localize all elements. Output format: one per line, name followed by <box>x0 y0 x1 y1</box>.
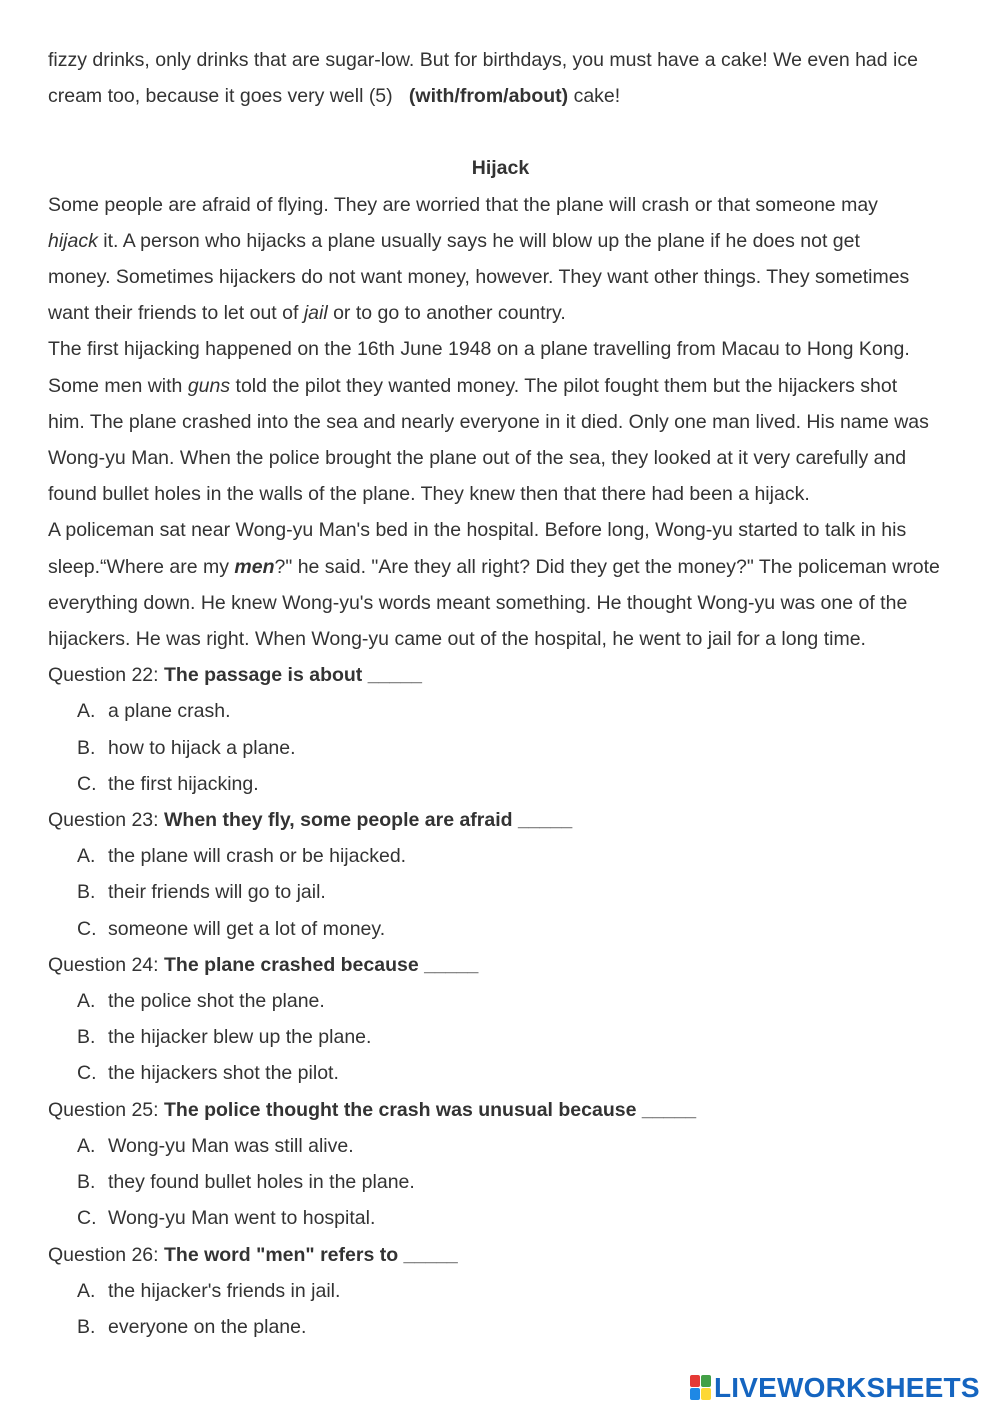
option-text: the hijacker's friends in jail. <box>108 1279 341 1302</box>
answer-option[interactable] <box>48 1164 953 1200</box>
answer-option[interactable] <box>48 766 953 802</box>
answer-option[interactable] <box>48 983 953 1019</box>
option-letter: B. <box>77 736 96 759</box>
option-letter: A. <box>77 1134 96 1157</box>
option-text: Wong-yu Man went to hospital. <box>108 1207 376 1230</box>
answer-option[interactable] <box>48 1200 953 1236</box>
answer-option[interactable] <box>48 730 953 766</box>
italic-word: jail <box>303 302 328 325</box>
intro-line-2-text: cream too, because it goes very well (5) <box>48 85 393 108</box>
logo-text: LIVEWORKSHEETS <box>714 1372 980 1403</box>
passage-title: Hijack <box>471 157 530 180</box>
question-number: Question 25: <box>48 1098 164 1121</box>
question-number: Question 22: <box>48 664 164 687</box>
question-heading <box>48 1237 953 1273</box>
question-prompt: The plane crashed because _____ <box>164 953 479 976</box>
question-number: Question 23: <box>48 809 164 832</box>
question-heading <box>48 802 953 838</box>
option-letter: B. <box>77 1026 96 1049</box>
option-letter: A. <box>77 1279 96 1302</box>
passage-line: Wong-yu Man. When the police brought the plane out of the sea, they looked at it very carefully and <box>48 447 907 470</box>
passage-text: or to go to another country. <box>327 302 566 325</box>
passage-text: sleep.“Where are my <box>48 555 235 578</box>
passage-text: told the pilot they wanted money. The pilot fought them but the hijackers shot <box>230 374 898 397</box>
question-prompt: The police thought the crash was unusual because _____ <box>164 1098 697 1121</box>
passage-line: The first hijacking happened on the 16th June 1948 on a plane travelling from Macau to Hong Kong. <box>48 338 910 361</box>
question-heading <box>48 657 953 693</box>
passage-text: Some men with <box>48 374 188 397</box>
question-heading <box>48 1092 953 1128</box>
option-letter: B. <box>77 881 96 904</box>
bold-italic-word: men <box>234 555 275 578</box>
option-text: everyone on the plane. <box>108 1315 307 1338</box>
answer-option[interactable] <box>48 1128 953 1164</box>
answer-choices-5: (with/from/about) <box>408 85 569 108</box>
passage-line: found bullet holes in the walls of the plane. They knew then that there had been a hijack. <box>48 483 810 506</box>
passage-line <box>48 368 953 404</box>
option-text: their friends will go to jail. <box>108 881 326 904</box>
passage-text: it. A person who hijacks a plane usually says he will blow up the plane if he does not get <box>97 229 860 252</box>
passage-text: ?" he said. "Are they all right? Did they get the money?" The policeman wrote <box>274 555 940 578</box>
option-text: the plane will crash or be hijacked. <box>108 845 407 868</box>
passage-line: Some people are afraid of flying. They are worried that the plane will crash or that someone may <box>48 193 878 216</box>
option-text: someone will get a lot of money. <box>108 917 386 940</box>
option-letter: A. <box>77 700 96 723</box>
question-prompt: When they fly, some people are afraid _____ <box>164 809 573 832</box>
question-prompt: The passage is about _____ <box>164 664 422 687</box>
question-number: Question 24: <box>48 953 164 976</box>
intro-line-1: fizzy drinks, only drinks that are sugar-low. But for birthdays, you must have a cake! We even had ice <box>48 49 918 71</box>
passage-line <box>48 223 953 259</box>
option-text: how to hijack a plane. <box>108 736 296 759</box>
answer-option[interactable] <box>48 693 953 729</box>
option-text: a plane crash. <box>108 700 231 723</box>
passage-line: him. The plane crashed into the sea and nearly everyone in it died. Only one man lived. His name was <box>48 410 929 433</box>
intro-line-2 <box>48 78 953 114</box>
answer-option[interactable] <box>48 874 953 910</box>
passage-line: money. Sometimes hijackers do not want money, however. They want other things. They sometimes <box>48 266 910 289</box>
option-letter: C. <box>77 917 97 940</box>
option-text: they found bullet holes in the plane. <box>108 1171 415 1194</box>
option-letter: C. <box>77 1207 97 1230</box>
option-text: the hijacker blew up the plane. <box>108 1026 372 1049</box>
passage-text: want their friends to let out of <box>48 302 304 325</box>
answer-option[interactable] <box>48 1055 953 1091</box>
answer-option[interactable] <box>48 1273 953 1309</box>
intro-line-2-end: cake! <box>573 85 621 108</box>
passage-line <box>48 549 953 585</box>
option-text: the police shot the plane. <box>108 990 325 1013</box>
option-text: the first hijacking. <box>108 772 259 795</box>
italic-word: guns <box>187 374 231 397</box>
answer-option[interactable] <box>48 1019 953 1055</box>
option-text: Wong-yu Man was still alive. <box>108 1134 354 1157</box>
question-heading <box>48 947 953 983</box>
worksheet-page <box>48 42 953 1345</box>
option-letter: A. <box>77 990 96 1013</box>
answer-option[interactable] <box>48 911 953 947</box>
italic-word: hijack <box>48 229 98 252</box>
option-letter: B. <box>77 1171 96 1194</box>
option-letter: B. <box>77 1315 96 1338</box>
passage-line: A policeman sat near Wong-yu Man's bed in the hospital. Before long, Wong-yu started to talk in his <box>48 519 907 542</box>
option-text: the hijackers shot the pilot. <box>108 1062 339 1085</box>
answer-option[interactable] <box>48 1309 953 1345</box>
option-letter: C. <box>77 1062 97 1085</box>
option-letter: A. <box>77 845 96 868</box>
passage-line: hijackers. He was right. When Wong-yu came out of the hospital, he went to jail for a long time. <box>48 628 866 651</box>
question-prompt: The word "men" refers to _____ <box>164 1243 458 1266</box>
liveworksheets-logo <box>690 1371 980 1405</box>
passage-line: everything down. He knew Wong-yu's words meant something. He thought Wong-yu was one of the <box>48 591 908 614</box>
question-list <box>48 657 953 1345</box>
passage-line <box>48 295 953 331</box>
option-letter: C. <box>77 772 97 795</box>
question-number: Question 26: <box>48 1243 164 1266</box>
logo-icon <box>690 1375 712 1401</box>
answer-option[interactable] <box>48 838 953 874</box>
